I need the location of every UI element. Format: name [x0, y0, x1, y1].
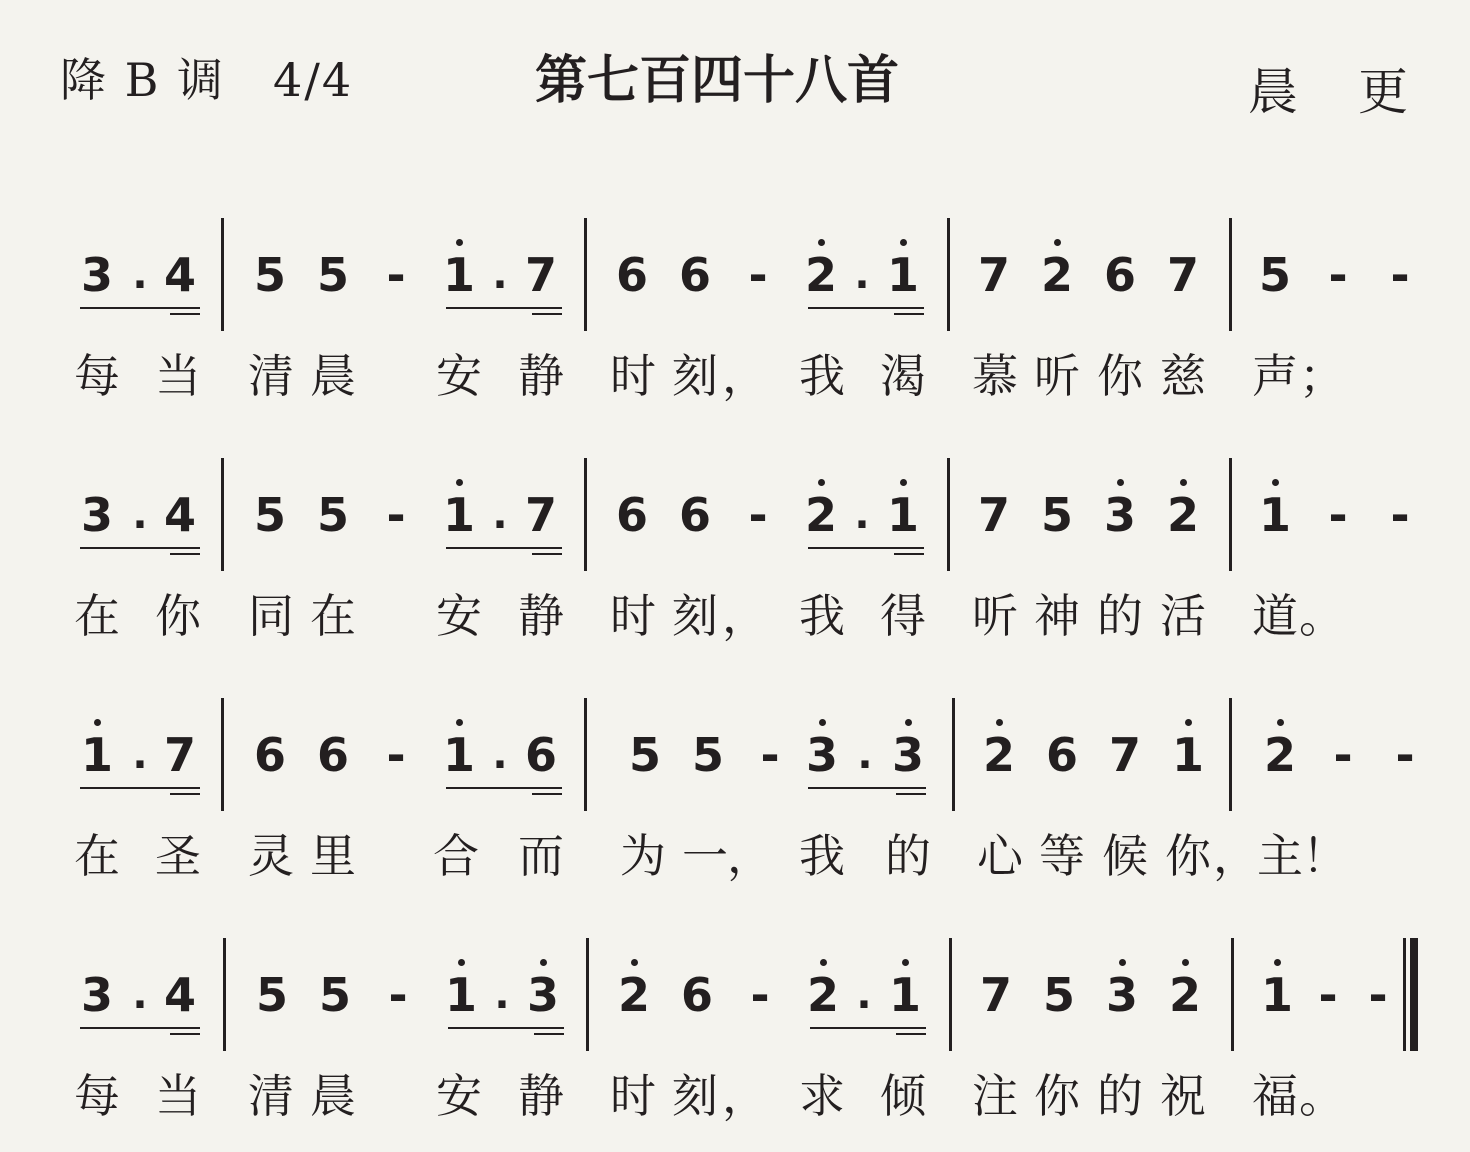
author-char-2: 更: [1358, 63, 1408, 121]
high-octave-dot: [996, 719, 1003, 726]
lyric-char: 求: [799, 1069, 845, 1123]
lyric-char: 圣: [155, 829, 201, 883]
lyric-char: 你: [1165, 829, 1211, 883]
lyric-char: 福: [1252, 1069, 1298, 1123]
lyric-char: 为: [620, 829, 666, 883]
note: 1: [1260, 968, 1293, 1022]
lyric-char: 在: [74, 589, 120, 643]
note: 5: [316, 248, 349, 302]
lyric-char: 一: [682, 829, 728, 883]
underline: [446, 307, 562, 309]
bar-line: [952, 698, 955, 811]
note: 1: [1258, 488, 1291, 542]
bar-line: [584, 218, 587, 331]
note: 5: [255, 968, 288, 1022]
lyric-char: 你: [155, 589, 201, 643]
lyric-char: 渴: [880, 349, 926, 403]
high-octave-dot: [458, 959, 465, 966]
high-octave-dot: [819, 719, 826, 726]
bar-line: [221, 458, 224, 571]
note: 7: [524, 248, 557, 302]
note: 5: [691, 728, 724, 782]
bar-line: [947, 218, 950, 331]
bar-line: [584, 458, 587, 571]
underline: [808, 547, 924, 549]
lyric-char: 的: [1097, 1069, 1143, 1123]
bar-line: [1229, 698, 1232, 811]
lyric-char: 而: [518, 829, 564, 883]
lyric-char: 得: [880, 589, 926, 643]
dash-symbol: -: [760, 728, 780, 782]
lyric-char: 我: [799, 589, 845, 643]
underline: [448, 1027, 564, 1029]
high-octave-dot: [456, 479, 463, 486]
note: 1: [886, 248, 919, 302]
underline: [808, 787, 926, 789]
underline: [810, 1027, 926, 1029]
dash-symbol: -: [1395, 728, 1415, 782]
note: 2: [1166, 488, 1199, 542]
note: 2: [804, 488, 837, 542]
note: 7: [163, 728, 196, 782]
lyric-char: 听: [1034, 349, 1080, 403]
note: 2: [1168, 968, 1201, 1022]
note: 7: [979, 968, 1012, 1022]
dash-symbol: -: [386, 728, 406, 782]
note: 2: [804, 248, 837, 302]
lyric-char: ！: [1302, 829, 1348, 883]
dot-symbol: .: [132, 732, 148, 778]
lyric-char: 你: [1034, 1069, 1080, 1123]
lyric-char: 时: [610, 1069, 656, 1123]
underline: [80, 547, 200, 549]
note: 6: [253, 728, 286, 782]
note: 3: [805, 728, 838, 782]
note: 2: [1040, 248, 1073, 302]
dot-symbol: .: [854, 252, 870, 298]
lyric-char: 候: [1102, 829, 1148, 883]
underline: [170, 313, 200, 315]
lyric-char: 神: [1034, 589, 1080, 643]
note: 4: [163, 968, 196, 1022]
lyric-char: 每: [74, 1069, 120, 1123]
final-barline-thin: [1403, 938, 1406, 1051]
high-octave-dot: [456, 719, 463, 726]
lyric-char: 静: [518, 589, 564, 643]
note: 1: [442, 248, 475, 302]
lyric-char: 时: [610, 589, 656, 643]
lyric-char: 灵: [248, 829, 294, 883]
lyric-char: 我: [799, 829, 845, 883]
underline: [534, 1033, 564, 1035]
underline: [80, 307, 200, 309]
lyric-char: 合: [433, 829, 479, 883]
dash-symbol: -: [386, 488, 406, 542]
dash-symbol: -: [1328, 488, 1348, 542]
dash-symbol: -: [1390, 488, 1410, 542]
lyric-char: 晨: [310, 349, 356, 403]
dash-symbol: -: [750, 968, 770, 1022]
note: 5: [316, 488, 349, 542]
lyric-char: 在: [310, 589, 356, 643]
underline: [896, 793, 926, 795]
high-octave-dot: [1185, 719, 1192, 726]
high-octave-dot: [1180, 479, 1187, 486]
underline: [170, 1033, 200, 1035]
song-title: 第七百四十八首: [535, 51, 900, 111]
high-octave-dot: [905, 719, 912, 726]
note: 6: [1103, 248, 1136, 302]
dash-symbol: -: [748, 248, 768, 302]
lyric-char: 。: [1299, 1069, 1345, 1123]
lyric-char: 听: [972, 589, 1018, 643]
note: 3: [80, 248, 113, 302]
high-octave-dot: [900, 479, 907, 486]
bar-line: [1229, 218, 1232, 331]
lyric-char: 当: [155, 349, 201, 403]
dot-symbol: .: [492, 252, 508, 298]
dash-symbol: -: [1328, 248, 1348, 302]
note: 6: [615, 488, 648, 542]
note: 1: [80, 728, 113, 782]
lyric-char: 祝: [1160, 1069, 1206, 1123]
high-octave-dot: [1182, 959, 1189, 966]
note: 7: [1166, 248, 1199, 302]
lyric-char: 道: [1252, 589, 1298, 643]
lyric-char: 你: [1097, 349, 1143, 403]
underline: [80, 787, 200, 789]
note: 7: [977, 248, 1010, 302]
lyric-char: 清: [248, 1069, 294, 1123]
lyric-char: 里: [310, 829, 356, 883]
note: 5: [253, 248, 286, 302]
underline: [894, 313, 924, 315]
high-octave-dot: [94, 719, 101, 726]
lyric-char: 时: [610, 349, 656, 403]
lyric-char: 安: [436, 1069, 482, 1123]
note: 7: [524, 488, 557, 542]
lyric-char: 静: [518, 349, 564, 403]
dot-symbol: .: [857, 732, 873, 778]
high-octave-dot: [1274, 959, 1281, 966]
dash-symbol: -: [1333, 728, 1353, 782]
high-octave-dot: [818, 479, 825, 486]
underline: [894, 553, 924, 555]
lyric-char: ，: [722, 349, 768, 403]
note: 7: [977, 488, 1010, 542]
note: 1: [1171, 728, 1204, 782]
high-octave-dot: [902, 959, 909, 966]
note: 2: [1263, 728, 1296, 782]
lyric-char: ，: [722, 589, 768, 643]
note: 1: [442, 488, 475, 542]
lyric-char: 我: [799, 349, 845, 403]
underline: [446, 547, 562, 549]
note: 6: [316, 728, 349, 782]
note: 5: [1040, 488, 1073, 542]
lyric-char: 心: [977, 829, 1023, 883]
note: 1: [444, 968, 477, 1022]
note: 6: [524, 728, 557, 782]
underline: [446, 787, 562, 789]
author: [1248, 52, 1408, 124]
note: 6: [615, 248, 648, 302]
note: 6: [680, 968, 713, 1022]
high-octave-dot: [820, 959, 827, 966]
dot-symbol: .: [132, 252, 148, 298]
lyric-char: 声: [1252, 349, 1298, 403]
bar-line: [221, 218, 224, 331]
high-octave-dot: [818, 239, 825, 246]
lyric-char: 同: [248, 589, 294, 643]
high-octave-dot: [1054, 239, 1061, 246]
note: 7: [1108, 728, 1141, 782]
note: 5: [628, 728, 661, 782]
author-char-1: 晨: [1248, 63, 1298, 121]
lyric-char: 等: [1039, 829, 1085, 883]
lyric-char: 静: [518, 1069, 564, 1123]
lyric-char: 当: [155, 1069, 201, 1123]
note: 6: [678, 488, 711, 542]
dot-symbol: .: [492, 492, 508, 538]
high-octave-dot: [1117, 479, 1124, 486]
lyric-char: 每: [74, 349, 120, 403]
lyric-char: 清: [248, 349, 294, 403]
lyric-char: 刻: [672, 1069, 718, 1123]
note: 6: [1045, 728, 1078, 782]
high-octave-dot: [900, 239, 907, 246]
lyric-char: ，: [1213, 829, 1259, 883]
note: 1: [886, 488, 919, 542]
bar-line: [1231, 938, 1234, 1051]
lyric-char: 主: [1257, 829, 1303, 883]
dot-symbol: .: [132, 492, 148, 538]
key-signature: 降 B 调 4/4: [60, 53, 354, 107]
bar-line: [947, 458, 950, 571]
high-octave-dot: [1272, 479, 1279, 486]
bar-line: [584, 698, 587, 811]
dash-symbol: -: [388, 968, 408, 1022]
high-octave-dot: [1277, 719, 1284, 726]
lyric-char: 倾: [880, 1069, 926, 1123]
lyric-char: 慈: [1160, 349, 1206, 403]
note: 2: [806, 968, 839, 1022]
note: 4: [163, 248, 196, 302]
lyric-char: 慕: [972, 349, 1018, 403]
lyric-char: 的: [1097, 589, 1143, 643]
note: 3: [80, 488, 113, 542]
dash-symbol: -: [1368, 968, 1388, 1022]
lyric-char: 刻: [672, 349, 718, 403]
underline: [170, 793, 200, 795]
underline: [808, 307, 924, 309]
underline: [896, 1033, 926, 1035]
note: 1: [442, 728, 475, 782]
dot-symbol: .: [856, 972, 872, 1018]
note: 3: [526, 968, 559, 1022]
dash-symbol: -: [748, 488, 768, 542]
lyric-char: 的: [885, 829, 931, 883]
dash-symbol: -: [1318, 968, 1338, 1022]
underline: [80, 1027, 200, 1029]
underline: [532, 553, 562, 555]
note: 3: [80, 968, 113, 1022]
underline: [532, 313, 562, 315]
note: 5: [1042, 968, 1075, 1022]
dash-symbol: -: [1390, 248, 1410, 302]
note: 5: [253, 488, 286, 542]
note: 3: [891, 728, 924, 782]
bar-line: [223, 938, 226, 1051]
lyric-char: ，: [722, 1069, 768, 1123]
underline: [170, 553, 200, 555]
bar-line: [586, 938, 589, 1051]
lyric-char: 安: [436, 349, 482, 403]
high-octave-dot: [631, 959, 638, 966]
lyric-char: 活: [1160, 589, 1206, 643]
bar-line: [949, 938, 952, 1051]
lyric-char: ，: [727, 829, 773, 883]
lyric-char: 注: [972, 1069, 1018, 1123]
note: 6: [678, 248, 711, 302]
note: 5: [1258, 248, 1291, 302]
final-barline-thick: [1410, 938, 1418, 1051]
note: 5: [318, 968, 351, 1022]
underline: [532, 793, 562, 795]
note: 1: [888, 968, 921, 1022]
dot-symbol: .: [854, 492, 870, 538]
note: 2: [982, 728, 1015, 782]
bar-line: [221, 698, 224, 811]
lyric-char: 刻: [672, 589, 718, 643]
dot-symbol: .: [492, 732, 508, 778]
high-octave-dot: [1119, 959, 1126, 966]
lyric-char: 安: [436, 589, 482, 643]
note: 2: [617, 968, 650, 1022]
lyric-char: 。: [1299, 589, 1345, 643]
bar-line: [1229, 458, 1232, 571]
lyric-char: ；: [1299, 349, 1345, 403]
dot-symbol: .: [132, 972, 148, 1018]
note: 3: [1103, 488, 1136, 542]
note: 4: [163, 488, 196, 542]
dot-symbol: .: [494, 972, 510, 1018]
high-octave-dot: [540, 959, 547, 966]
lyric-char: 晨: [310, 1069, 356, 1123]
high-octave-dot: [456, 239, 463, 246]
lyric-char: 在: [74, 829, 120, 883]
dash-symbol: -: [386, 248, 406, 302]
note: 3: [1105, 968, 1138, 1022]
